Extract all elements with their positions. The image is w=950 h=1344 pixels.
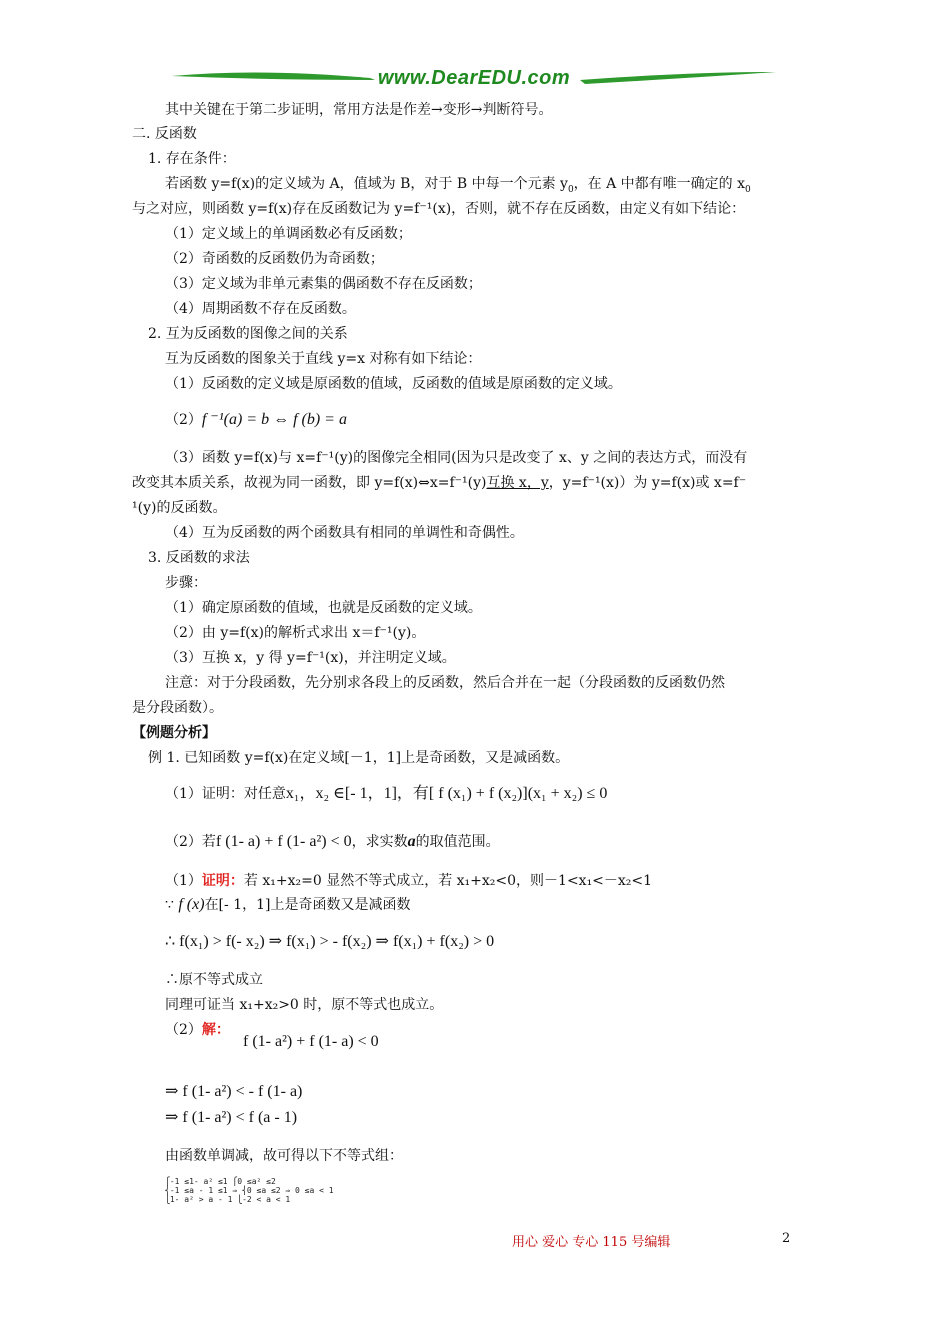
site-name: www.DearEDU.com — [377, 67, 571, 89]
text-line: 同理可证当 x₁+x₂>0 时，原不等式也成立。 — [165, 997, 444, 1013]
text-line: （1）证明：若 x₁+x₂=0 显然不等式成立，若 x₁+x₂<0，则－1<x₁<－x₂<1 — [165, 873, 653, 889]
list-item: （1）反函数的定义域是原函数的值域，反函数的值域是原函数的定义域。 — [165, 376, 622, 392]
text-line: 其中关键在于第二步证明，常用方法是作差→变形→判断符号。 — [165, 102, 553, 118]
text-line: （1）证明：对任意x₁，x₂ ∈[- 1，1]，有[ f (x₁) + f (x₂)](x₁ + x₂) ≤ 0 — [165, 785, 608, 802]
text-line: 由函数单调减，故可得以下不等式组： — [165, 1148, 403, 1164]
text-line: 是分段函数）。 — [132, 700, 223, 716]
section-heading: 【例题分析】 — [132, 725, 216, 741]
text-line: （2）若f (1- a) + f (1- a²) < 0，求实数a的取值范围。 — [165, 833, 500, 850]
text-line: 改变其本质关系，故视为同一函数，即 y=f(x)⇔x=f⁻¹(y)互换 x，y，y=f⁻¹(x)）为 y=f(x)或 x=f⁻ — [132, 475, 747, 491]
formula-line: f (1- a²) + f (1- a) < 0 — [243, 1033, 379, 1050]
formula-line: ⇒ f (1- a²) < - f (1- a) — [165, 1083, 303, 1100]
list-item: （3）定义域为非单元素集的偶函数不存在反函数； — [165, 276, 482, 292]
text-line: ¹(y)的反函数。 — [132, 500, 227, 516]
example-title: 例 1. 已知函数 y=f(x)在定义域[－1，1]上是奇函数，又是减函数。 — [148, 750, 570, 766]
text-line: 步骤： — [165, 575, 207, 591]
list-item: （2）奇函数的反函数仍为奇函数； — [165, 251, 384, 267]
list-item: （1）确定原函数的值域，也就是反函数的定义域。 — [165, 600, 482, 616]
formula-line: ∴ f(x₁) > f(- x₂) ⇒ f(x₁) > - f(x₂) ⇒ f(x₁) + f(x₂) > 0 — [165, 933, 495, 950]
section-heading: 二. 反函数 — [132, 126, 197, 142]
list-item: （3）互换 x，y 得 y=f⁻¹(x)，并注明定义域。 — [165, 650, 456, 666]
list-item: （2）f ⁻¹(a) = b ⇔ f (b) = a — [165, 411, 347, 428]
list-item: （3）函数 y=f(x)与 x=f⁻¹(y)的图像完全相同(因为只是改变了 x、y 之间的表达方式，而没有 — [165, 450, 748, 466]
list-item: （2）由 y=f(x)的解析式求出 x＝f⁻¹(y)。 — [165, 625, 426, 641]
header-banner — [170, 62, 778, 98]
formula-line: ⇒ f (1- a²) < f (a - 1) — [165, 1109, 298, 1126]
list-item: （4）周期函数不存在反函数。 — [165, 301, 356, 317]
list-item: （1）定义域上的单调函数必有反函数； — [165, 226, 412, 242]
subsection-heading: 3. 反函数的求法 — [148, 550, 250, 566]
list-item: （4）互为反函数的两个函数具有相同的单调性和奇偶性。 — [165, 525, 524, 541]
inequality-system: ⎧-1 ≤1- a² ≤1 ⎧0 ≤a² ≤2 ⎨-1 ≤a - 1 ≤1 ⇒ ⎨0 ≤a ≤2 ⇒ 0 ≤a < 1 ⎩1- a² > a - 1 ⎩-2 < a < 1 — [165, 1177, 334, 1204]
footer-note: 用心 爱心 专心 115 号编辑 — [512, 1235, 671, 1250]
page-number: 2 — [782, 1231, 791, 1246]
text-line: 与之对应，则函数 y=f(x)存在反函数记为 y=f⁻¹(x)，否则，就不存在反函数，由定义有如下结论： — [132, 201, 746, 217]
text-line: 互为反函数的图象关于直线 y=x 对称有如下结论： — [165, 351, 482, 367]
subsection-heading: 2. 互为反函数的图像之间的关系 — [148, 326, 348, 342]
text-line: 注意：对于分段函数，先分别求各段上的反函数，然后合并在一起（分段函数的反函数仍然 — [165, 675, 725, 691]
text-line: ∵ f (x)在[- 1，1]上是奇函数又是减函数 — [165, 896, 411, 913]
text-line: ∴原不等式成立 — [165, 972, 263, 988]
subsection-heading: 1. 存在条件： — [148, 151, 236, 167]
text-line: 若函数 y=f(x)的定义域为 A，值域为 B，对于 B 中每一个元素 $y_0$，在 A 中都有唯一确定的 $x_0$ — [165, 176, 751, 195]
text-line: （2）解： — [165, 1022, 230, 1038]
